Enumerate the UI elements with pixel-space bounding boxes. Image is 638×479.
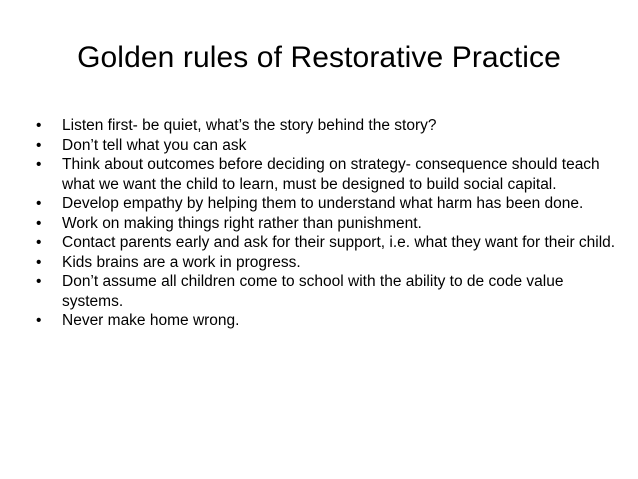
bullet-text: Develop empathy by helping them to understand what harm has been done. (62, 195, 584, 212)
slide-title: Golden rules of Restorative Practice (77, 41, 561, 74)
bullet-icon: • (36, 234, 42, 251)
bullet-text: Contact parents early and ask for their support, i.e. what they want for their child. (62, 234, 616, 251)
bullet-text: Listen first- be quiet, what’s the story behind the story? (62, 117, 437, 134)
list-item (36, 233, 616, 253)
bullet-icon: • (36, 214, 42, 232)
bullet-text: Don’t tell what you can ask (62, 136, 247, 154)
bullet-text: Think about outcomes before deciding on strategy- consequence should teach what we want the child to learn, must be designed to build social capital. (62, 156, 600, 193)
bullet-text: Never make home wrong. (62, 312, 240, 329)
list-item (36, 253, 616, 273)
bullet-list (36, 116, 616, 331)
bullet-icon: • (36, 117, 42, 134)
list-item (36, 136, 616, 156)
bullet-icon: • (36, 253, 42, 271)
bullet-text: Kids brains are a work in progress. (62, 253, 301, 271)
bullet-icon: • (36, 136, 42, 154)
list-item (36, 214, 616, 234)
list-item (36, 116, 616, 136)
bullet-text: Work on making things right rather than punishment. (62, 214, 422, 232)
bullet-text: Don’t assume all children come to school with the ability to de code value systems. (62, 273, 564, 310)
list-item (36, 194, 616, 214)
list-item (36, 311, 616, 331)
list-item (36, 155, 616, 194)
bullet-icon: • (36, 195, 42, 212)
bullet-icon: • (36, 312, 42, 329)
list-item (36, 272, 616, 311)
bullet-icon: • (36, 273, 42, 290)
bullet-icon: • (36, 156, 42, 173)
